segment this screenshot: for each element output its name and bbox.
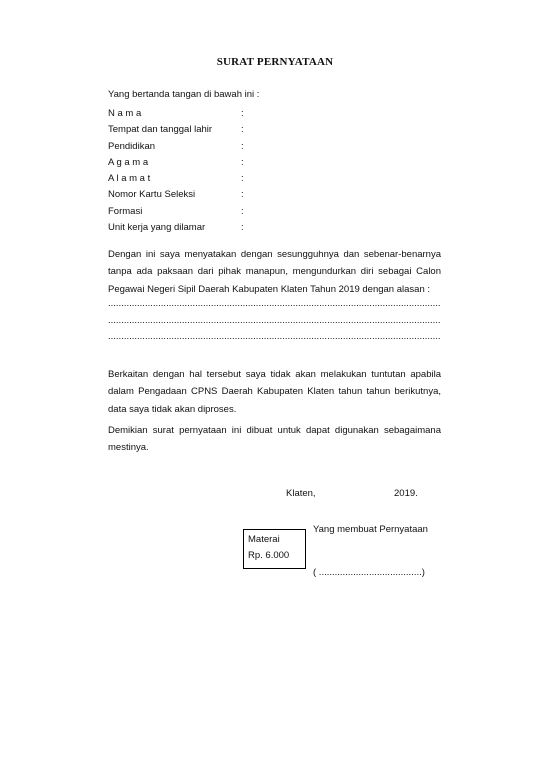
signer-caption: Yang membuat Pernyataan <box>313 524 428 535</box>
place-text: Klaten, <box>286 488 316 499</box>
field-pendidikan <box>108 139 448 155</box>
field-label: A l a m a t <box>108 173 151 185</box>
dotted-line: .............................................................................................................................. <box>108 298 441 309</box>
field-nomor-kartu-seleksi <box>108 187 448 203</box>
field-label: N a m a <box>108 108 142 119</box>
signature-line: ( .......................................) <box>313 567 425 578</box>
field-alamat <box>108 171 448 187</box>
field-colon: : <box>241 205 244 217</box>
field-colon: : <box>241 124 244 136</box>
stamp-box <box>243 529 306 569</box>
field-agama <box>108 155 448 171</box>
field-label: Pendidikan <box>108 140 156 152</box>
statement-paragraph: Dengan ini saya menyatakan dengan sesungguhnya dan sebenar-benarnya tanpa ada paksaan dari pihak manapun, mengundurkan diri sebagai Calon Pegawai Negeri Sipil Daerah Kabupaten Klaten Tahun 2019 dengan alasan : <box>108 249 441 295</box>
stamp-value: Rp. 6.000 <box>248 550 290 561</box>
field-label: Unit kerja yang dilamar <box>108 222 206 234</box>
stamp-label: Materai <box>248 534 280 545</box>
field-label: Tempat dan tanggal lahir <box>108 124 213 136</box>
reason-lines <box>108 296 443 346</box>
field-label: Nomor Kartu Seleksi <box>108 189 196 201</box>
field-colon: : <box>241 108 244 119</box>
field-colon: : <box>241 156 244 168</box>
dotted-line: .............................................................................................................................. <box>108 331 441 342</box>
intro-text: Yang bertanda tangan di bawah ini : <box>108 89 260 100</box>
field-nama <box>108 106 448 122</box>
field-label: Formasi <box>108 205 143 217</box>
field-unit-kerja <box>108 220 448 236</box>
year-text: 2019. <box>394 488 418 499</box>
dotted-line: .............................................................................................................................. <box>108 314 441 326</box>
field-label: A g a m a <box>108 156 149 168</box>
field-colon: : <box>241 140 244 152</box>
field-colon: : <box>241 189 244 201</box>
field-colon: : <box>241 173 244 185</box>
field-tempat-tanggal-lahir <box>108 122 448 138</box>
document-title: SURAT PERNYATAAN <box>216 56 334 68</box>
consequence-paragraph: Berkaitan dengan hal tersebut saya tidak akan melakukan tuntutan apabila dalam Pengadaan CPNS Daerah Kabupaten Klaten tahun tahun berikutnya, data saya tidak akan diproses. <box>108 369 441 415</box>
field-colon: : <box>241 222 244 234</box>
identity-fields <box>108 106 448 236</box>
closing-paragraph: Demikian surat pernyataan ini dibuat untuk dapat digunakan sebagaimana mestinya. <box>108 425 441 454</box>
field-formasi <box>108 204 448 220</box>
